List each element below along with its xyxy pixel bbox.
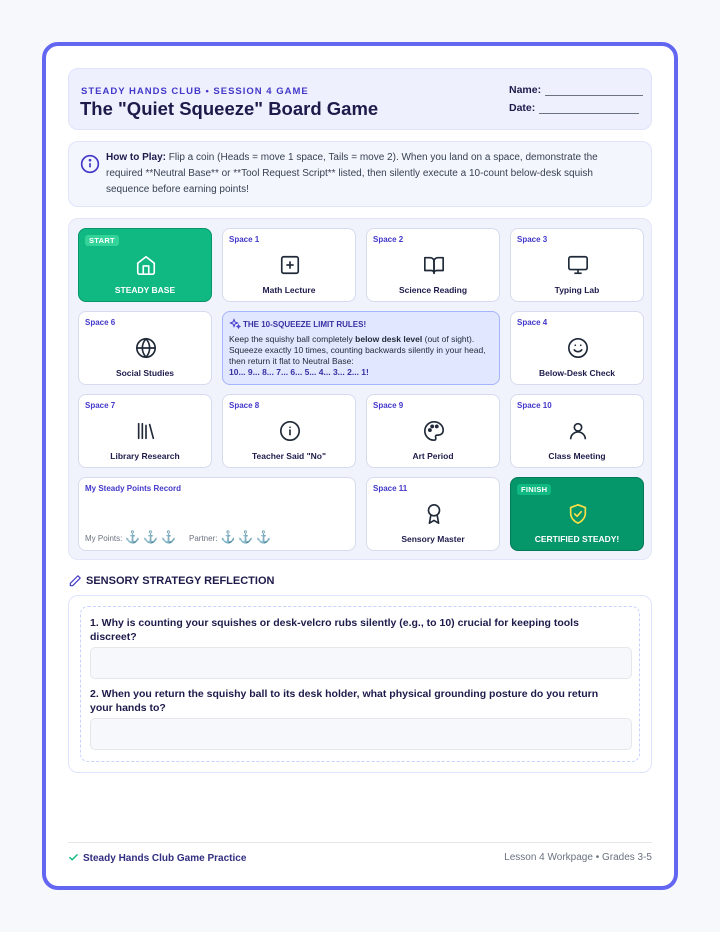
anchor-icon[interactable]: ⚓ (220, 530, 236, 544)
page-title: The "Quiet Squeeze" Board Game (80, 98, 379, 119)
partner-label: Partner: (189, 534, 218, 543)
space-11[interactable] (366, 477, 500, 551)
name-label: Name: (509, 84, 542, 96)
game-board (68, 218, 652, 560)
space-name: Below-Desk Check (538, 368, 616, 378)
space-label: Space 8 (229, 401, 260, 410)
footer-left (68, 852, 246, 864)
space-name: Typing Lab (554, 285, 600, 295)
space-name: Sensory Master (401, 534, 465, 544)
space-name: Math Lecture (262, 285, 316, 295)
space-6[interactable] (78, 311, 212, 385)
rules-title (229, 318, 366, 330)
date-label: Date: (509, 102, 536, 114)
award-icon (423, 503, 445, 525)
finish-badge: FINISH (517, 484, 551, 495)
question-2: 2. When you return the squishy ball to its desk holder, what physical grounding posture do you return your hands to? (90, 688, 599, 714)
answer-1-field[interactable] (90, 647, 632, 679)
space-2[interactable] (366, 228, 500, 302)
shield-check-icon (567, 503, 589, 525)
space-9[interactable] (366, 394, 500, 468)
space-label: Space 10 (517, 401, 552, 410)
footer-right: Lesson 4 Workpage • Grades 3-5 (504, 852, 652, 863)
partner-points (189, 530, 271, 544)
reflection-heading (68, 573, 652, 589)
space-label: Space 2 (373, 235, 404, 244)
sparkles-icon (229, 318, 241, 330)
palette-icon (423, 420, 445, 442)
space-label: Space 4 (517, 318, 548, 327)
space-8[interactable] (222, 394, 356, 468)
finish-space-name: CERTIFIED STEADY! (534, 534, 620, 544)
space-3[interactable] (510, 228, 644, 302)
rules-title-text: THE 10-SQUEEZE LIMIT RULES! (243, 320, 367, 329)
space-name: Teacher Said "No" (251, 451, 327, 461)
book-icon (423, 254, 445, 276)
rules-text (229, 334, 491, 367)
user-icon (567, 420, 589, 442)
smile-icon (567, 337, 589, 359)
space-label: Space 7 (85, 401, 116, 410)
how-to-play-body: Flip a coin (Heads = move 1 space, Tails = move 2). When you land on a space, demonstrate the required **Neutral Base** or **Tool Request Script** listed, then silently execute a 10-count below-desk squish sequence before earning points! (106, 152, 598, 195)
globe-icon (135, 337, 157, 359)
date-line[interactable] (539, 104, 639, 114)
my-points-label: My Points: (85, 534, 123, 543)
anchor-icon[interactable]: ⚓ (125, 530, 141, 544)
space-label: Space 6 (85, 318, 116, 327)
worksheet-page (42, 42, 678, 890)
rules-text-bold: below desk level (355, 334, 423, 344)
space-1[interactable] (222, 228, 356, 302)
info-icon (279, 420, 301, 442)
finish-space[interactable] (510, 477, 644, 551)
countdown-text: 10... 9... 8... 7... 6... 5... 4... 3... 2... 1! (229, 367, 369, 377)
space-label: Space 1 (229, 235, 260, 244)
space-7[interactable] (78, 394, 212, 468)
how-to-play-text (106, 150, 636, 198)
squeeze-rules-card (222, 311, 500, 385)
worksheet-header (68, 68, 652, 130)
start-space-name: STEADY BASE (114, 285, 176, 295)
pencil-icon (68, 574, 82, 588)
name-line[interactable] (545, 86, 643, 96)
space-name: Art Period (412, 451, 454, 461)
reflection-title: SENSORY STRATEGY REFLECTION (86, 575, 275, 587)
info-icon (80, 154, 100, 174)
anchor-icon[interactable]: ⚓ (161, 530, 177, 544)
name-field[interactable] (509, 84, 643, 96)
date-field[interactable] (509, 102, 639, 114)
check-icon (68, 852, 79, 863)
space-label: Space 3 (517, 235, 548, 244)
space-4[interactable] (510, 311, 644, 385)
library-icon (135, 420, 157, 442)
my-points (85, 530, 176, 544)
start-space[interactable] (78, 228, 212, 302)
question-1: 1. Why is counting your squishes or desk-velcro rubs silently (e.g., to 10) crucial for keeping tools discreet? (90, 617, 579, 643)
space-name: Library Research (110, 451, 180, 461)
monitor-icon (567, 254, 589, 276)
home-icon (135, 254, 157, 276)
header-kicker: STEADY HANDS CLUB • SESSION 4 GAME (81, 86, 309, 97)
footer-left-text: Steady Hands Club Game Practice (83, 853, 247, 864)
reflection-box (68, 595, 652, 773)
anchor-icon[interactable]: ⚓ (143, 530, 159, 544)
rules-text-b: (out of sight). Squeeze exactly 10 times, counting backwards silently in your head, then return it flat to Neutral Base: (229, 334, 486, 366)
how-to-play-lead: How to Play: (106, 152, 167, 163)
plus-square-icon (279, 254, 301, 276)
record-title: My Steady Points Record (85, 484, 182, 493)
space-name: Class Meeting (548, 451, 606, 461)
rules-text-a: Keep the squishy ball completely (229, 334, 356, 344)
how-to-play-box (68, 141, 652, 207)
answer-2-field[interactable] (90, 718, 632, 750)
anchor-icon[interactable]: ⚓ (256, 530, 272, 544)
space-name: Science Reading (398, 285, 468, 295)
space-label: Space 11 (373, 484, 408, 493)
space-10[interactable] (510, 394, 644, 468)
start-badge: START (85, 235, 119, 246)
points-record (78, 477, 356, 551)
anchor-icon[interactable]: ⚓ (238, 530, 254, 544)
space-name: Social Studies (115, 368, 175, 378)
space-label: Space 9 (373, 401, 404, 410)
footer (68, 842, 652, 864)
